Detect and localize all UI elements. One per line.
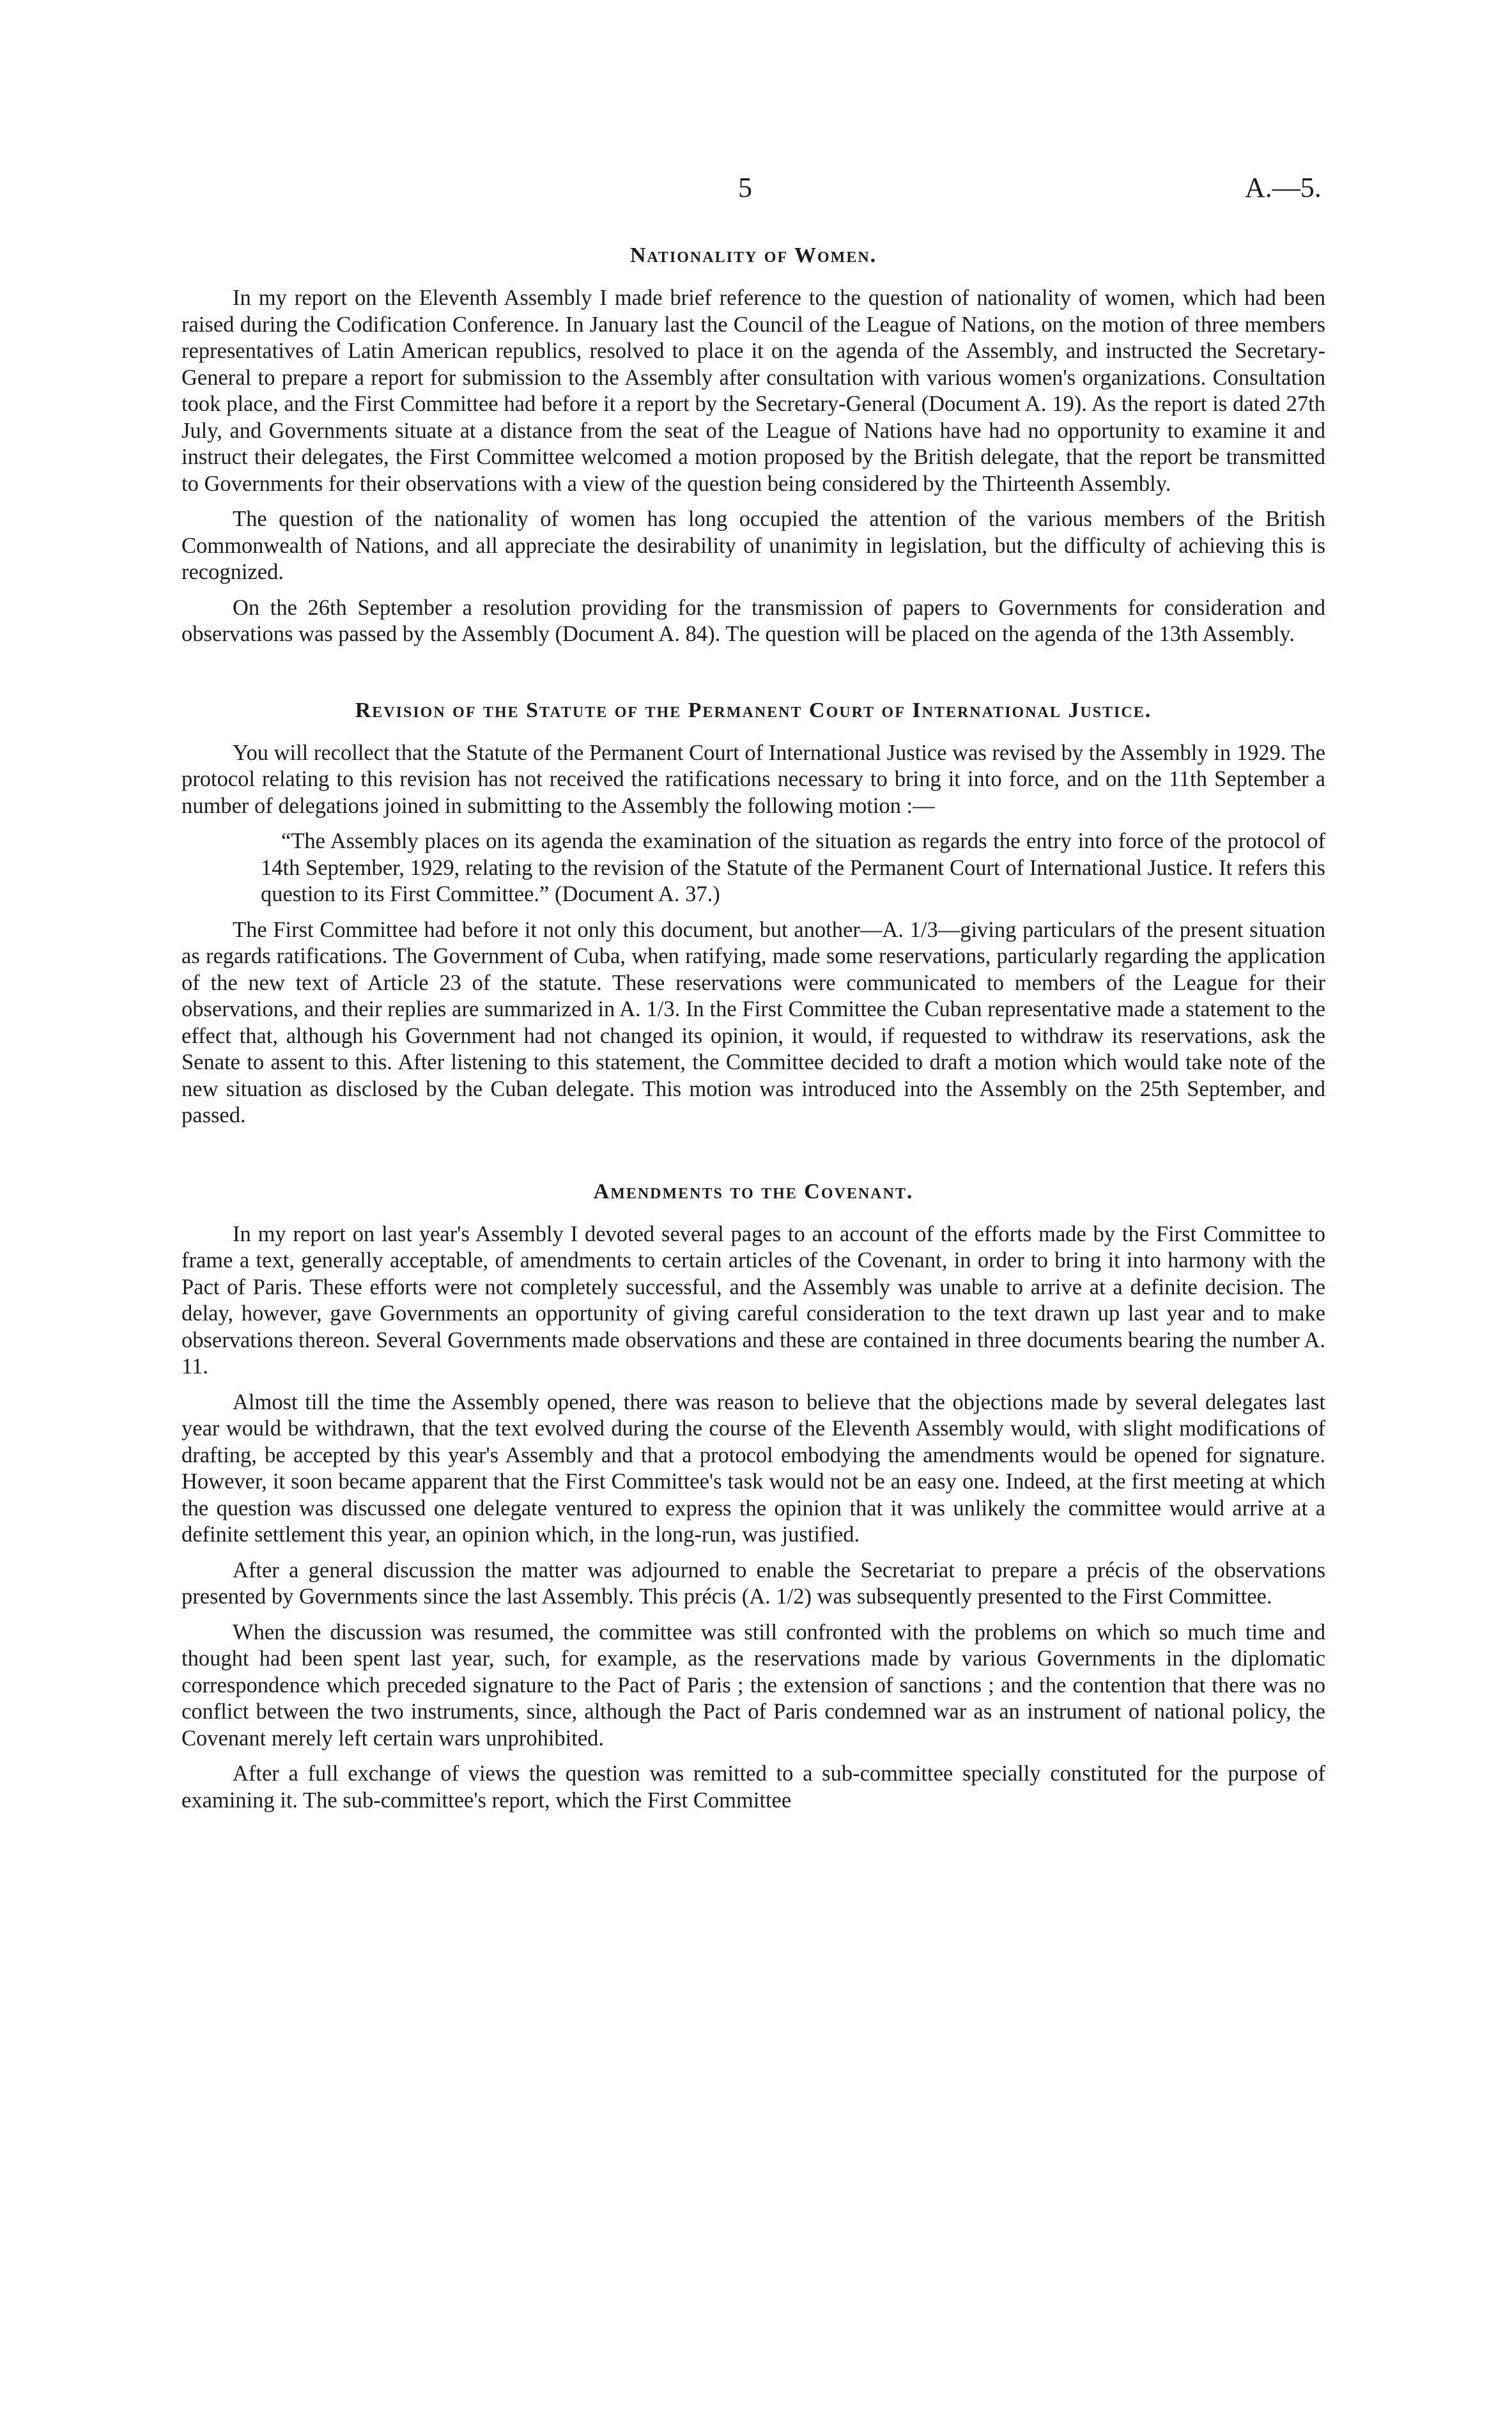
paragraph: You will recollect that the Statute of the Permanent Court of International Justice was revised by the Assembly in 1929. The protocol relating to this revision has not received the ratifications necessary to bring it into force, and on the 11th September a number of delegations joined in submitting to the Assembly the following motion :— bbox=[181, 740, 1325, 818]
paragraph: After a general discussion the matter was adjourned to enable the Secretariat to prepare a précis of the observations presented by Governments since the last Assembly. This précis (A. 1/2) was subsequently presented to the First Committee. bbox=[181, 1558, 1325, 1609]
section-heading: Amendments to the Covenant. bbox=[593, 1179, 914, 1203]
paragraph: In my report on the Eleventh Assembly I made brief reference to the question of nationality of women, which had been raised during the Codification Conference. In January last the Council of the League of Nations, on the motion of three members representatives of Latin American republics, resolved to place it on the agenda of the Assembly, and instructed the Secretary-General to prepare a report for submission to the Assembly after consultation with various women's organizations. Consultation took place, and the First Committee had before it a report by the Secretary-General (Document A. 19). As the report is dated 27th July, and Governments situate at a distance from the seat of the League of Nations have had no opportunity to examine it and instruct their delegates, the First Committee welcomed a motion proposed by the British delegate, that the report be transmitted to Governments for their observations with a view of the question being considered by the Thirteenth Assembly. bbox=[181, 286, 1325, 496]
paragraph: When the discussion was resumed, the committee was still confronted with the problems on which so much time and thought had been spent last year, such, for example, as the reservations made by various Governments in the diplomatic correspondence which preceded signature to the Pact of Paris ; the extension of sanctions ; and the contention that there was no conflict between the two instruments, since, although the Pact of Paris condemned war as an instrument of national policy, the Covenant merely left certain wars unprohibited. bbox=[181, 1620, 1325, 1751]
running-header bbox=[0, 171, 1512, 210]
quoted-motion: “The Assembly places on its agenda the examination of the situation as regards the entry into force of the protocol of 14th September, 1929, relating to the revision of the Statute of the Permanent Court of International Justice. It refers this question to its First Committee.” (Document A. 37.) bbox=[261, 829, 1325, 906]
paragraph: On the 26th September a resolution providing for the transmission of papers to Governments for consideration and observations was passed by the Assembly (Document A. 84). The question will be placed on the agenda of the 13th Assembly. bbox=[181, 595, 1325, 646]
page-body bbox=[181, 242, 1325, 1823]
paragraph: Almost till the time the Assembly opened, there was reason to believe that the objections made by several delegates last year would be withdrawn, that the text evolved during the course of the Eleventh Assembly would, with slight modifications of drafting, be accepted by this year's Assembly and that a protocol embodying the amendments would be opened for signature. However, it soon became apparent that the First Committee's task would not be an easy one. Indeed, at the first meeting at which the question was discussed one delegate ventured to express the opinion that it was unlikely the committee would arrive at a definite settlement this year, an opinion which, in the long-run, was justified. bbox=[181, 1389, 1325, 1547]
section-statute-revision bbox=[181, 697, 1325, 1129]
page-number: 5 bbox=[738, 172, 752, 203]
section-heading: Revision of the Statute of the Permanent Court of International Justice. bbox=[355, 698, 1152, 722]
document-reference: A.—5. bbox=[1245, 172, 1322, 203]
paragraph: The question of the nationality of women has long occupied the attention of the various members of the British Commonwealth of Nations, and all appreciate the desirability of unanimity in legislation, but the difficulty of achieving this is recognized. bbox=[181, 507, 1325, 584]
section-nationality-of-women bbox=[181, 242, 1325, 648]
paragraph: In my report on last year's Assembly I devoted several pages to an account of the efforts made by the First Committee to frame a text, generally acceptable, of amendments to certain articles of the Covenant, in order to bring it into harmony with the Pact of Paris. These efforts were not completely successful, and the Assembly was unable to arrive at a definite decision. The delay, however, gave Governments an opportunity of giving careful consideration to the text drawn up last year and to make observations thereon. Several Governments made observations and these are contained in three documents bearing the number A. 11. bbox=[181, 1221, 1325, 1379]
section-heading: Nationality of Women. bbox=[629, 244, 877, 267]
section-covenant-amendments bbox=[181, 1178, 1325, 1814]
paragraph: The First Committee had before it not only this document, but another—A. 1/3—giving particulars of the present situation as regards ratifications. The Government of Cuba, when ratifying, made some reservations, particularly regarding the application of the new text of Article 23 of the statute. These reservations were communicated to members of the League for their observations, and their replies are summarized in A. 1/3. In the First Committee the Cuban representative made a statement to the effect that, although his Government had not changed its opinion, it would, if requested to withdraw its reservations, ask the Senate to assent to this. After listening to this statement, the Committee decided to draft a motion which would take note of the new situation as disclosed by the Cuban delegate. This motion was introduced into the Assembly on the 25th September, and passed. bbox=[181, 917, 1325, 1127]
paragraph: After a full exchange of views the question was remitted to a sub-committee specially constituted for the purpose of examining it. The sub-committee's report, which the First Committee bbox=[181, 1761, 1325, 1813]
